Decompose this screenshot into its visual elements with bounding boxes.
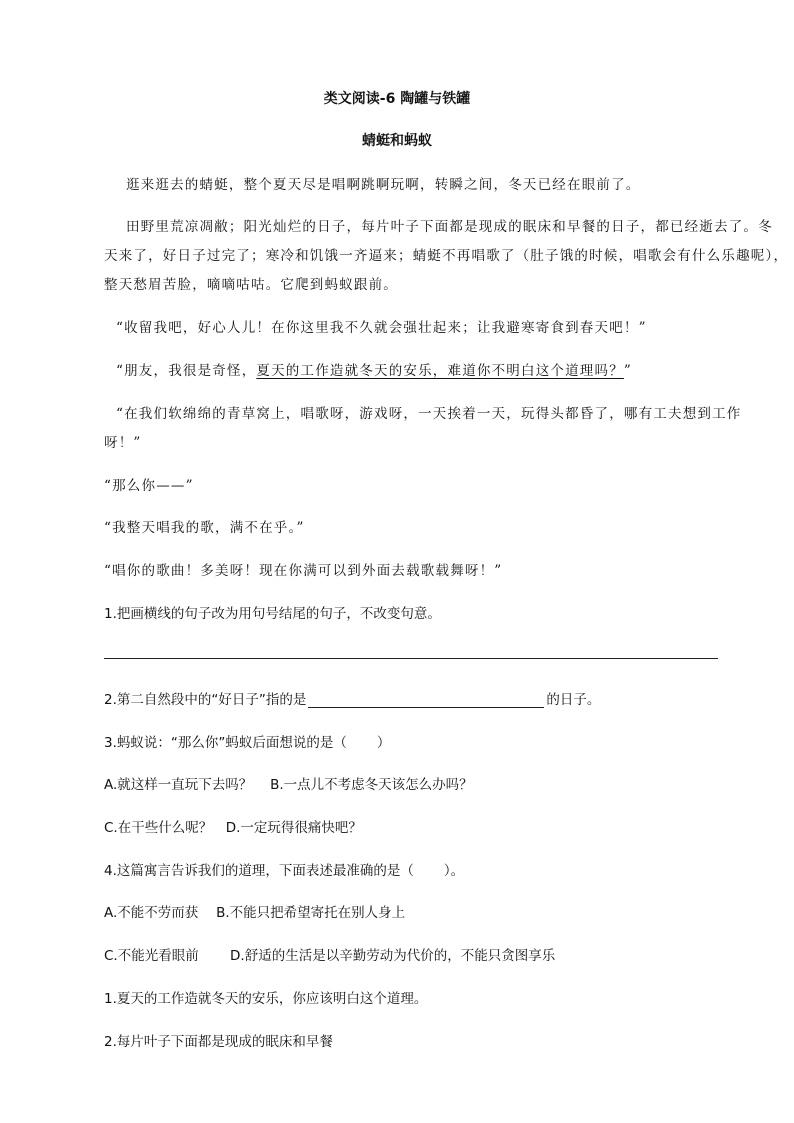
passage-paragraph-2-line-1: 田野里荒凉凋敝；阳光灿烂的日子，每片叶子下面都是现成的眠床和早餐的日子，都已经逝去了。冬 (126, 219, 773, 235)
passage-paragraph-2-line-2: 天来了，好日子过完了；寒冷和饥饿一齐逼来；蜻蜓不再唱歌了（肚子饿的时候，唱歌会有什么乐趣呢）， (104, 248, 789, 264)
document-title: 类文阅读-6 陶罐与铁罐 (323, 91, 471, 107)
passage-title: 蜻蜓和蚂蚁 (362, 133, 432, 149)
passage-paragraph-1: 逛来逛去的蜻蜓，整个夏天尽是唱啊跳啊玩啊，转瞬之间，冬天已经在眼前了。 (126, 177, 641, 193)
question-3 (104, 731, 724, 751)
dialogue-line-4: “那么你——” (104, 478, 194, 494)
dialogue-line-2-suffix: ” (623, 363, 633, 379)
answer-1: 1.夏天的工作造就冬天的安乐，你应该明白这个道理。 (104, 991, 428, 1007)
dialogue-line-5: “我整天唱我的歌，满不在乎。” (104, 520, 305, 536)
answer-line-1[interactable] (104, 658, 718, 659)
dialogue-line-2 (116, 359, 736, 379)
question-2 (104, 688, 724, 708)
question-4-text: 4.这篇寓言告诉我们的道理，下面表述最准确的是（ (104, 863, 414, 879)
question-3-close: ） (376, 735, 391, 751)
dialogue-line-2-prefix: “朋友，我很是奇怪， (116, 363, 257, 379)
dialogue-line-3-part-1: “在我们软绵绵的青草窝上，唱歌呀，游戏呀，一天挨着一天，玩得头都昏了，哪有工夫想到工作 (116, 406, 742, 422)
question-1: 1.把画横线的句子改为用句号结尾的句子，不改变句意。 (104, 606, 441, 622)
question-3-text: 3.蚂蚁说：“那么你”蚂蚁后面想说的是（ (104, 735, 347, 751)
passage-paragraph-2-line-3: 整天愁眉苦脸，嘀嘀咕咕。它爬到蚂蚁跟前。 (104, 277, 398, 293)
answer-blank-2[interactable] (308, 693, 544, 708)
question-4-options-ab: A.不能不劳而获 B.不能只把希望寄托在别人身上 (104, 905, 406, 921)
question-2-suffix: 的日子。 (546, 692, 601, 708)
dialogue-line-1: “收留我吧，好心人儿！在你这里我不久就会强壮起来；让我避寒寄食到春天吧！” (116, 320, 647, 336)
underlined-sentence: 夏天的工作造就冬天的安乐，难道你不明白这个道理吗？ (256, 363, 624, 379)
question-4-close: ）。 (443, 863, 465, 879)
question-4 (104, 859, 724, 879)
dialogue-line-6: “唱你的歌曲！多美呀！现在你满可以到外面去载歌载舞呀！” (104, 563, 503, 579)
question-2-prefix: 2.第二自然段中的“好日子”指的是 (104, 692, 307, 708)
question-4-options-cd: C.不能光看眼前 D.舒适的生活是以辛勤劳动为代价的，不能只贪图享乐 (104, 948, 556, 964)
dialogue-line-3-part-2: 呀！” (104, 435, 142, 451)
answer-2: 2.每片叶子下面都是现成的眠床和早餐 (104, 1034, 333, 1050)
question-3-options-ab: A.就这样一直玩下去吗？ B.一点儿不考虑冬天该怎么办吗？ (104, 777, 473, 793)
question-3-options-cd: C.在干些什么呢？ D.一定玩得很痛快吧？ (104, 820, 362, 836)
